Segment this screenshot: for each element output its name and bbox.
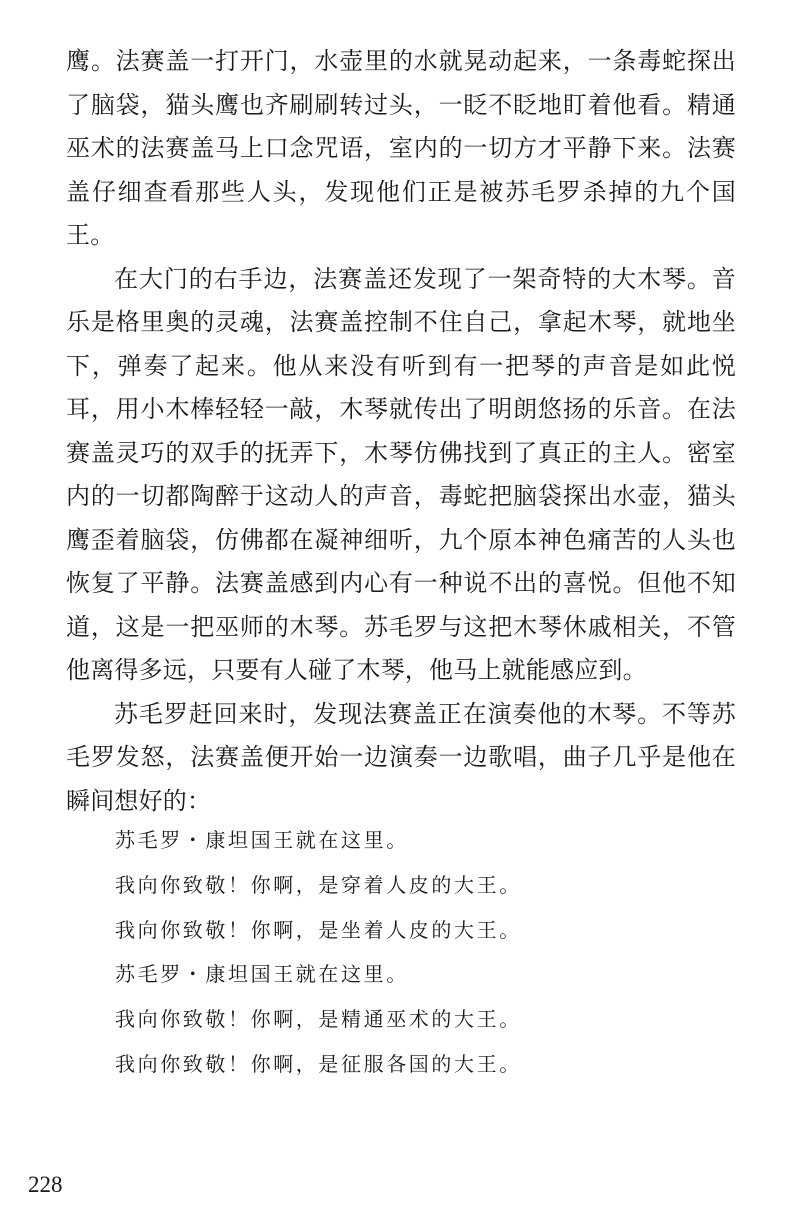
paragraph-continuation: 鹰。法赛盖一打开门，水壶里的水就晃动起来，一条毒蛇探出了脑袋，猫头鹰也齐刷刷转过头，一眨不眨地盯着他看。精通巫术的法赛盖马上口念咒语，室内的一切方才平静下来。法赛盖仔细查看那些人头，发现他们正是被苏毛罗杀掉的九个国王。 bbox=[66, 47, 736, 249]
body-text bbox=[66, 40, 736, 823]
verse-line: 我向你致敬！你啊，是坐着人皮的大王。 bbox=[115, 917, 522, 942]
paragraph-xylophone: 在大门的右手边，法赛盖还发现了一架奇特的大木琴。音乐是格里奥的灵魂，法赛盖控制不住自己，拿起木琴，就地坐下，弹奏了起来。他从来没有听到有一把琴的声音是如此悦耳，用小木棒轻轻一敲，木琴就传出了明朗悠扬的乐音。在法赛盖灵巧的双手的抚弄下，木琴仿佛找到了真正的主人。密室内的一切都陶醉于这动人的声音，毒蛇把脑袋探出水壶，猫头鹰歪着脑袋，仿佛都在凝神细听，九个原本神色痛苦的人头也恢复了平静。法赛盖感到内心有一种说不出的喜悦。但他不知道，这是一把巫师的木琴。苏毛罗与这把木琴休戚相关，不管他离得多远，只要有人碰了木琴，他马上就能感应到。 bbox=[66, 264, 736, 684]
verse-line: 苏毛罗・康坦国王就在这里。 bbox=[115, 828, 409, 852]
verse-line: 我向你致敬！你啊，是征服各国的大王。 bbox=[115, 1051, 522, 1076]
verse-line: 苏毛罗・康坦国王就在这里。 bbox=[115, 962, 409, 987]
verse-line: 我向你致敬！你啊，是穿着人皮的大王。 bbox=[115, 872, 522, 897]
paragraph-sumaoro-returns: 苏毛罗赶回来时，发现法赛盖正在演奏他的木琴。不等苏毛罗发怒，法赛盖便开始一边演奏一边歌唱，曲子几乎是他在瞬间想好的： bbox=[66, 699, 736, 815]
song-verse bbox=[115, 818, 715, 1087]
page-number: 228 bbox=[28, 1172, 63, 1197]
verse-line: 我向你致敬！你啊，是精通巫术的大王。 bbox=[115, 1007, 522, 1032]
